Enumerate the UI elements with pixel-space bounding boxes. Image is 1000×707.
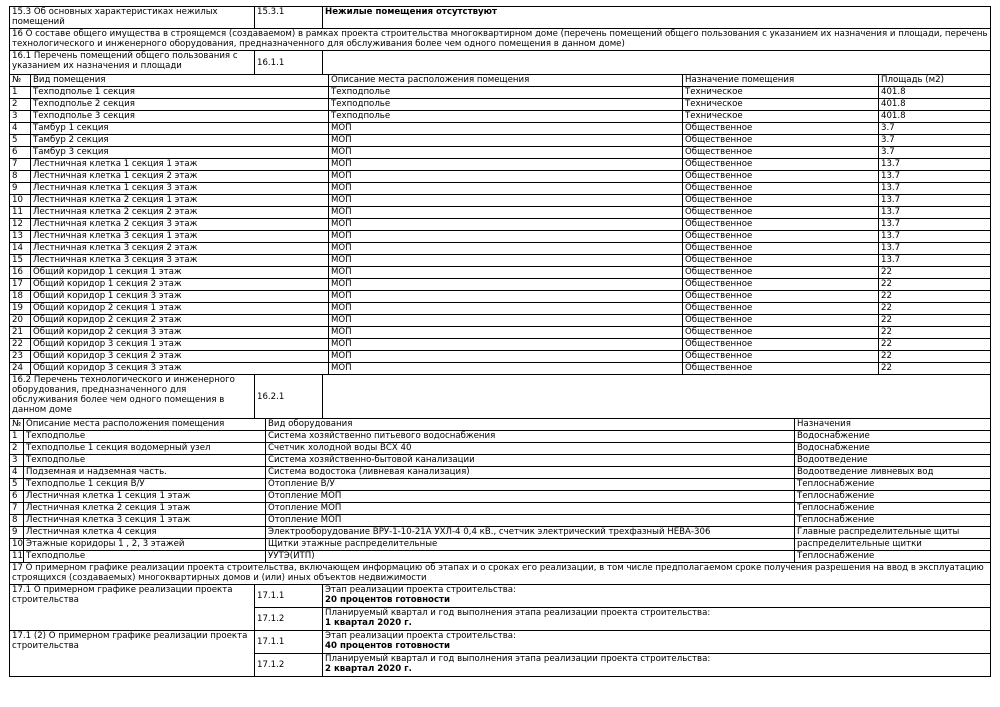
- room-row: [10, 111, 991, 123]
- quarter-value: 1 квартал 2020 г.: [325, 618, 412, 628]
- room-row: [10, 171, 991, 183]
- table-cell: 24: [10, 363, 31, 375]
- table-cell: Отопление МОП: [266, 491, 795, 503]
- table-cell: 22: [879, 291, 991, 303]
- table-cell: Лестничная клетка 1 секция 2 этаж: [31, 171, 329, 183]
- table-cell: МОП: [329, 315, 683, 327]
- section-16-1-title-table: [9, 50, 991, 75]
- table-cell: Общественное: [683, 363, 879, 375]
- table-cell: Этажные коридоры 1 , 2, 3 этажей: [24, 539, 266, 551]
- section-17-heading: 17 О примерном графике реализации проекта строительства, включающем информацию об этапах и о сроках его реализации, в том числе предполагаемом сроке получения разрешения на ввод в эксплуатацию строящихся (создаваемых) многоквартирных домов и (или) иных объектов недвижимости: [10, 563, 991, 585]
- room-row: [10, 267, 991, 279]
- table-cell: 17: [10, 279, 31, 291]
- room-row: [10, 219, 991, 231]
- room-row: [10, 123, 991, 135]
- table-cell: МОП: [329, 171, 683, 183]
- stage-value: 20 процентов готовности: [325, 595, 451, 605]
- section-15-3-code: 15.3.1: [255, 7, 323, 29]
- equipment-row: [10, 467, 991, 479]
- table-cell: Техподполье: [329, 87, 683, 99]
- table-cell: МОП: [329, 159, 683, 171]
- table-cell: Счетчик холодной воды ВСХ 40: [266, 443, 795, 455]
- room-row: [10, 243, 991, 255]
- stage-code: 17.1.1: [255, 585, 323, 608]
- table-cell: Техподполье 1 секция водомерный узел: [24, 443, 266, 455]
- table-cell: 16: [10, 267, 31, 279]
- table-cell: Лестничная клетка 3 секция 1 этаж: [24, 515, 266, 527]
- table-cell: 9: [10, 527, 24, 539]
- table-cell: МОП: [329, 195, 683, 207]
- table-cell: МОП: [329, 363, 683, 375]
- section-15-3-title: 15.3 Об основных характеристиках нежилых помещений: [10, 7, 255, 29]
- table-cell: Лестничная клетка 3 секция 3 этаж: [31, 255, 329, 267]
- table-cell: 1: [10, 87, 31, 99]
- table-cell: 19: [10, 303, 31, 315]
- equipment-header: [10, 419, 991, 431]
- quarter-label: Планируемый квартал и год выполнения этапа реализации проекта строительства:: [325, 654, 711, 664]
- header-cell: Описание места расположения помещения: [24, 419, 266, 431]
- table-cell: Техподполье: [329, 111, 683, 123]
- table-cell: 22: [879, 363, 991, 375]
- room-row: [10, 279, 991, 291]
- table-cell: Лестничная клетка 1 секция 1 этаж: [31, 159, 329, 171]
- stage-cell: [323, 585, 991, 608]
- table-cell: Техподполье: [24, 455, 266, 467]
- section-16-2-title-table: [9, 374, 991, 419]
- section-16-2-code: 16.2.1: [255, 375, 323, 419]
- table-cell: Общий коридор 2 секция 2 этаж: [31, 315, 329, 327]
- table-cell: Общественное: [683, 291, 879, 303]
- header-cell: №: [10, 419, 24, 431]
- table-cell: 13.7: [879, 207, 991, 219]
- table-cell: Общественное: [683, 123, 879, 135]
- table-cell: 5: [10, 135, 31, 147]
- quarter-cell: [323, 654, 991, 677]
- empty-cell: [323, 51, 991, 75]
- table-cell: УУТЭ(ИТП): [266, 551, 795, 563]
- room-row: [10, 195, 991, 207]
- schedule-block-title: 17.1 (2) О примерном графике реализации проекта строительства: [10, 631, 255, 677]
- table-cell: 13.7: [879, 243, 991, 255]
- common-rooms-table: [9, 74, 991, 375]
- room-row: [10, 339, 991, 351]
- room-row: [10, 99, 991, 111]
- equipment-row: [10, 491, 991, 503]
- table-cell: 3.7: [879, 147, 991, 159]
- table-cell: МОП: [329, 291, 683, 303]
- table-cell: 20: [10, 315, 31, 327]
- table-cell: Теплоснабжение: [795, 491, 991, 503]
- table-cell: Техническое: [683, 111, 879, 123]
- table-cell: Техподполье 3 секция: [31, 111, 329, 123]
- table-cell: 13.7: [879, 159, 991, 171]
- room-row: [10, 135, 991, 147]
- table-cell: Тамбур 2 секция: [31, 135, 329, 147]
- section-16-heading-table: [9, 28, 991, 51]
- section-17-heading-table: [9, 562, 991, 585]
- equipment-row: [10, 527, 991, 539]
- table-cell: Общественное: [683, 159, 879, 171]
- table-cell: Лестничная клетка 2 секция 3 этаж: [31, 219, 329, 231]
- table-cell: 11: [10, 207, 31, 219]
- section-16-1-code: 16.1.1: [255, 51, 323, 75]
- section-16-1-title: 16.1 Перечень помещений общего пользования с указанием их назначения и площади: [10, 51, 255, 75]
- table-cell: Система хозяйственно-бытовой канализации: [266, 455, 795, 467]
- room-row: [10, 303, 991, 315]
- table-cell: 21: [10, 327, 31, 339]
- equipment-row: [10, 431, 991, 443]
- table-cell: Общий коридор 2 секция 1 этаж: [31, 303, 329, 315]
- table-cell: 15: [10, 255, 31, 267]
- table-cell: МОП: [329, 147, 683, 159]
- table-cell: Общественное: [683, 171, 879, 183]
- schedule-block-title: 17.1 О примерном графике реализации проекта строительства: [10, 585, 255, 631]
- table-cell: Общий коридор 1 секция 1 этаж: [31, 267, 329, 279]
- table-cell: Общий коридор 3 секция 1 этаж: [31, 339, 329, 351]
- table-cell: МОП: [329, 327, 683, 339]
- table-cell: Лестничная клетка 4 секция: [24, 527, 266, 539]
- table-cell: Общественное: [683, 183, 879, 195]
- quarter-cell: [323, 608, 991, 631]
- stage-label: Этап реализации проекта строительства:: [325, 631, 516, 641]
- table-cell: МОП: [329, 123, 683, 135]
- table-cell: Отопление МОП: [266, 503, 795, 515]
- stage-label: Этап реализации проекта строительства:: [325, 585, 516, 595]
- header-cell: Площадь (м2): [879, 75, 991, 87]
- equipment-table: [9, 418, 991, 563]
- header-cell: №: [10, 75, 31, 87]
- table-cell: 23: [10, 351, 31, 363]
- table-cell: 401.8: [879, 99, 991, 111]
- table-cell: Отопление МОП: [266, 515, 795, 527]
- table-cell: Техподполье: [329, 99, 683, 111]
- table-cell: 13.7: [879, 255, 991, 267]
- table-cell: 7: [10, 503, 24, 515]
- table-cell: 4: [10, 123, 31, 135]
- table-cell: Лестничная клетка 1 секция 1 этаж: [24, 491, 266, 503]
- table-cell: 9: [10, 183, 31, 195]
- table-cell: МОП: [329, 135, 683, 147]
- header-cell: Вид помещения: [31, 75, 329, 87]
- table-cell: МОП: [329, 183, 683, 195]
- table-cell: Общественное: [683, 315, 879, 327]
- table-cell: 3.7: [879, 123, 991, 135]
- table-cell: Общественное: [683, 231, 879, 243]
- table-cell: Теплоснабжение: [795, 503, 991, 515]
- table-cell: Общественное: [683, 303, 879, 315]
- table-cell: 6: [10, 491, 24, 503]
- table-cell: Лестничная клетка 2 секция 1 этаж: [24, 503, 266, 515]
- table-cell: Отопление В/У: [266, 479, 795, 491]
- table-cell: Техподполье 2 секция: [31, 99, 329, 111]
- room-row: [10, 147, 991, 159]
- room-row: [10, 255, 991, 267]
- common-rooms-header: [10, 75, 991, 87]
- table-cell: Общественное: [683, 207, 879, 219]
- table-cell: 10: [10, 195, 31, 207]
- table-cell: Общий коридор 2 секция 3 этаж: [31, 327, 329, 339]
- table-cell: 8: [10, 515, 24, 527]
- table-cell: 14: [10, 243, 31, 255]
- equipment-row: [10, 515, 991, 527]
- table-cell: Главные распределительные щиты: [795, 527, 991, 539]
- table-cell: Лестничная клетка 1 секция 3 этаж: [31, 183, 329, 195]
- table-cell: 12: [10, 219, 31, 231]
- table-cell: Общественное: [683, 327, 879, 339]
- quarter-code: 17.1.2: [255, 654, 323, 677]
- stage-code: 17.1.1: [255, 631, 323, 654]
- table-cell: Общественное: [683, 135, 879, 147]
- table-cell: Техническое: [683, 87, 879, 99]
- table-cell: Система хозяйственно питьевого водоснабжения: [266, 431, 795, 443]
- table-cell: Лестничная клетка 2 секция 1 этаж: [31, 195, 329, 207]
- equipment-row: [10, 455, 991, 467]
- table-cell: 22: [879, 279, 991, 291]
- table-cell: 2: [10, 99, 31, 111]
- table-cell: 13.7: [879, 183, 991, 195]
- schedule-table: [9, 584, 991, 677]
- table-cell: МОП: [329, 279, 683, 291]
- table-cell: МОП: [329, 219, 683, 231]
- stage-value: 40 процентов готовности: [325, 641, 451, 651]
- table-cell: Электрооборудование ВРУ-1-10-21А УХЛ-4 0,4 кВ., счетчик электрический трехфазный НЕВА-306: [266, 527, 795, 539]
- room-row: [10, 351, 991, 363]
- table-cell: Тамбур 3 секция: [31, 147, 329, 159]
- table-cell: Водоснабжение: [795, 431, 991, 443]
- equipment-row: [10, 479, 991, 491]
- table-cell: МОП: [329, 267, 683, 279]
- table-cell: Техподполье: [24, 551, 266, 563]
- document-page: [9, 6, 991, 677]
- table-cell: 1: [10, 431, 24, 443]
- room-row: [10, 87, 991, 99]
- quarter-value: 2 квартал 2020 г.: [325, 664, 412, 674]
- section-16-heading: 16 О составе общего имущества в строящемся (создаваемом) в рамках проекта строительства многоквартирном доме (перечень помещений общего пользования с указанием их назначения и площади, перечень технологического и инженерного оборудования, предназначенного для обслуживания более чем одного помещения в данном доме): [10, 29, 991, 51]
- table-cell: 401.8: [879, 111, 991, 123]
- table-cell: 7: [10, 159, 31, 171]
- table-cell: Теплоснабжение: [795, 515, 991, 527]
- table-cell: Общий коридор 1 секция 2 этаж: [31, 279, 329, 291]
- table-cell: Общественное: [683, 147, 879, 159]
- room-row: [10, 183, 991, 195]
- room-row: [10, 291, 991, 303]
- equipment-row: [10, 551, 991, 563]
- table-cell: Водоотведение ливневых вод: [795, 467, 991, 479]
- table-cell: 13.7: [879, 231, 991, 243]
- header-cell: Описание места расположения помещения: [329, 75, 683, 87]
- table-cell: Техподполье: [24, 431, 266, 443]
- table-cell: 13.7: [879, 195, 991, 207]
- table-cell: Общий коридор 3 секция 2 этаж: [31, 351, 329, 363]
- table-cell: Теплоснабжение: [795, 479, 991, 491]
- table-cell: МОП: [329, 339, 683, 351]
- table-cell: Теплоснабжение: [795, 551, 991, 563]
- table-cell: Общественное: [683, 339, 879, 351]
- table-cell: Техническое: [683, 99, 879, 111]
- table-cell: МОП: [329, 207, 683, 219]
- table-cell: Общественное: [683, 255, 879, 267]
- stage-cell: [323, 631, 991, 654]
- table-cell: Общий коридор 3 секция 3 этаж: [31, 363, 329, 375]
- table-cell: МОП: [329, 255, 683, 267]
- section-15-3-table: [9, 6, 991, 29]
- quarter-label: Планируемый квартал и год выполнения этапа реализации проекта строительства:: [325, 608, 711, 618]
- table-cell: МОП: [329, 351, 683, 363]
- table-cell: Система водостока (ливневая канализация): [266, 467, 795, 479]
- table-cell: Тамбур 1 секция: [31, 123, 329, 135]
- table-cell: 22: [879, 303, 991, 315]
- table-cell: Щитки этажные распределительные: [266, 539, 795, 551]
- room-row: [10, 363, 991, 375]
- table-cell: 22: [879, 267, 991, 279]
- table-cell: Лестничная клетка 3 секция 1 этаж: [31, 231, 329, 243]
- header-cell: Вид оборудования: [266, 419, 795, 431]
- table-cell: 22: [879, 351, 991, 363]
- room-row: [10, 327, 991, 339]
- table-cell: распределительные щитки: [795, 539, 991, 551]
- table-cell: 22: [879, 315, 991, 327]
- table-cell: 8: [10, 171, 31, 183]
- equipment-row: [10, 503, 991, 515]
- table-cell: 13: [10, 231, 31, 243]
- table-cell: Водоотведение: [795, 455, 991, 467]
- header-cell: Назначения: [795, 419, 991, 431]
- table-cell: МОП: [329, 231, 683, 243]
- table-cell: Общественное: [683, 243, 879, 255]
- table-cell: Водоснабжение: [795, 443, 991, 455]
- table-cell: 6: [10, 147, 31, 159]
- table-cell: Лестничная клетка 3 секция 2 этаж: [31, 243, 329, 255]
- table-cell: 22: [879, 327, 991, 339]
- table-cell: 22: [10, 339, 31, 351]
- table-cell: 2: [10, 443, 24, 455]
- section-16-2-title: 16.2 Перечень технологического и инженерного оборудования, предназначенного для обслуживания более чем одного помещения в данном доме: [10, 375, 255, 419]
- table-cell: Общественное: [683, 279, 879, 291]
- table-cell: Общественное: [683, 219, 879, 231]
- room-row: [10, 315, 991, 327]
- table-cell: 22: [879, 339, 991, 351]
- empty-cell: [323, 375, 991, 419]
- table-cell: 10: [10, 539, 24, 551]
- table-cell: МОП: [329, 303, 683, 315]
- table-cell: 3: [10, 111, 31, 123]
- table-cell: Техподполье 1 секция В/У: [24, 479, 266, 491]
- nonresidential-value: Нежилые помещения отсутствуют: [323, 7, 991, 29]
- table-cell: МОП: [329, 243, 683, 255]
- table-cell: 401.8: [879, 87, 991, 99]
- table-cell: 13.7: [879, 219, 991, 231]
- room-row: [10, 207, 991, 219]
- table-cell: 3.7: [879, 135, 991, 147]
- room-row: [10, 159, 991, 171]
- table-cell: Техподполье 1 секция: [31, 87, 329, 99]
- room-row: [10, 231, 991, 243]
- table-cell: 4: [10, 467, 24, 479]
- quarter-code: 17.1.2: [255, 608, 323, 631]
- table-cell: 11: [10, 551, 24, 563]
- table-cell: 13.7: [879, 171, 991, 183]
- table-cell: Общественное: [683, 195, 879, 207]
- header-cell: Назначение помещения: [683, 75, 879, 87]
- equipment-row: [10, 539, 991, 551]
- table-cell: 3: [10, 455, 24, 467]
- table-cell: Подземная и надземная часть.: [24, 467, 266, 479]
- table-cell: 18: [10, 291, 31, 303]
- table-cell: Общественное: [683, 351, 879, 363]
- equipment-row: [10, 443, 991, 455]
- table-cell: Лестничная клетка 2 секция 2 этаж: [31, 207, 329, 219]
- table-cell: 5: [10, 479, 24, 491]
- table-cell: Общественное: [683, 267, 879, 279]
- table-cell: Общий коридор 1 секция 3 этаж: [31, 291, 329, 303]
